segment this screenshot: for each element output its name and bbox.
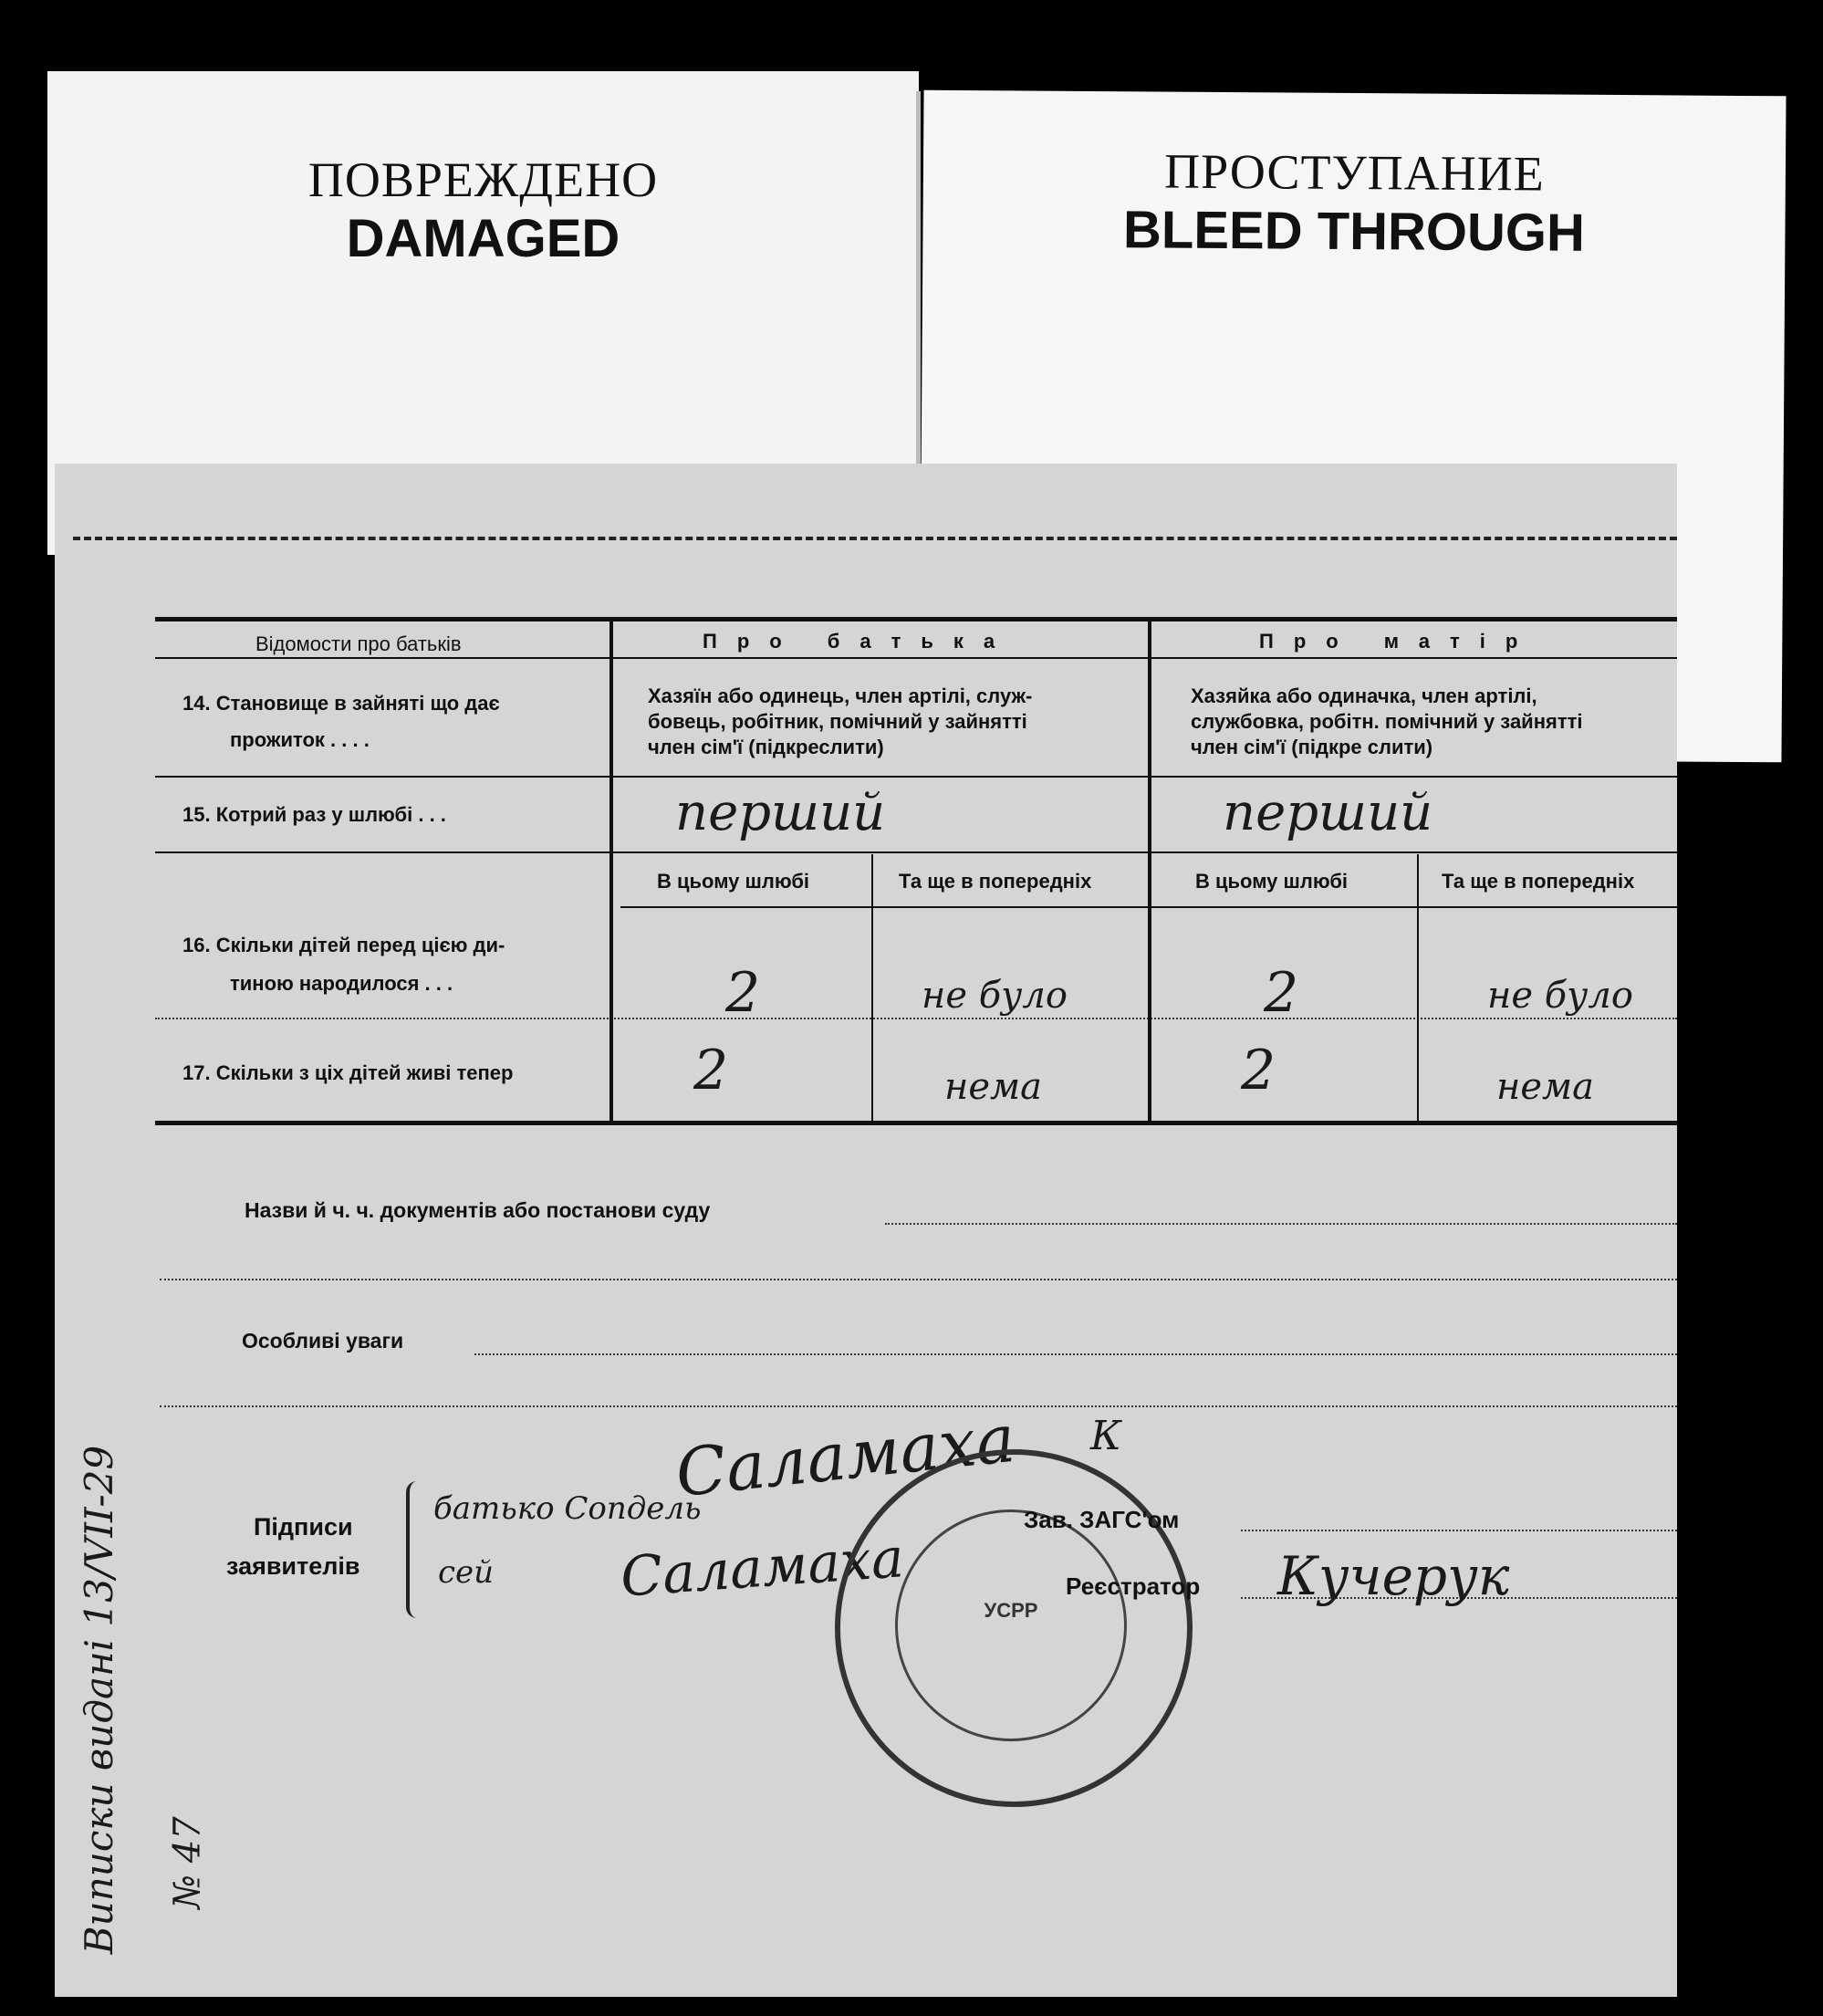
row16-father-prev-hand: не було [922, 975, 1068, 1017]
mother-subcol-divider [1417, 854, 1419, 1123]
row16-father-this-hand: 2 [725, 961, 761, 1025]
subheader-mother-prev: Та ще в попередніх [1442, 870, 1635, 893]
registrar-label: Реєстратор [1066, 1572, 1201, 1600]
registry-form-page [55, 464, 1677, 1997]
margin-note-handwriting: Виписки видані 13/VII-29 [77, 1445, 122, 1955]
col-divider-1 [609, 617, 613, 1124]
zags-head-label: Зав. ЗАГС'ом [1024, 1506, 1180, 1533]
card-fold-line [916, 91, 921, 475]
court-documents-line-2 [160, 1279, 1677, 1280]
row16-mother-this-hand: 2 [1264, 961, 1299, 1025]
row14-mother-line1: Хазяйка або одиначка, член артілі, [1191, 684, 1537, 707]
row16-mother-prev-hand: не було [1487, 975, 1633, 1017]
row14-divider [155, 776, 1677, 778]
father-subcol-divider [871, 854, 873, 1123]
row17-father-prev-hand: нема [944, 1066, 1043, 1108]
row14-father-line1: Хазяїн або одинець, член артілі, служ- [648, 684, 1033, 707]
table-bottom-border [155, 1121, 1677, 1125]
col-divider-2 [1148, 617, 1151, 1124]
row16-label-line2: тиною народилося . . . [230, 972, 453, 995]
special-notes-line [474, 1353, 1677, 1355]
row17-mother-this-hand: 2 [1241, 1039, 1276, 1102]
row15-father-handwriting: перший [675, 783, 886, 842]
surname-mark: К [1090, 1413, 1122, 1459]
table-top-border [155, 617, 1677, 622]
row14-mother-line2: службовка, робітн. помічний у зайнятті [1191, 710, 1583, 733]
subheader-mother-this: В цьому шлюбі [1195, 870, 1349, 893]
surname-handwriting: Саламаха [672, 1399, 1019, 1512]
row15-label: 15. Котрий раз у шлюбі . . . [182, 803, 446, 826]
signatures-brace [406, 1481, 430, 1618]
damaged-ru-label: ПОВРЕЖДЕНО [307, 152, 659, 207]
header-father: Про батька [703, 630, 1016, 653]
court-documents-label: Назви й ч. ч. документів або постанови суду [245, 1198, 711, 1222]
damaged-en-label: DAMAGED [346, 209, 620, 268]
subheader-father-this: В цьому шлюбі [657, 870, 810, 893]
row17-mother-prev-hand: нема [1496, 1066, 1595, 1108]
header-parents-info: Відомости про батьків [255, 632, 462, 655]
applicant-signature: Саламаха [618, 1526, 906, 1610]
signatures-label-line2: заявителів [226, 1552, 360, 1580]
margin-number-handwriting: № 47 [166, 1816, 209, 1909]
row14-father-line3: член сім'ї (підкреслити) [648, 736, 884, 758]
registrar-signature: Кучерук [1277, 1545, 1510, 1607]
seal-center-text: УСРР [984, 1599, 1038, 1622]
signer1-handwriting: батько Сопдель [433, 1490, 702, 1527]
row14-label-line2: прожиток . . . . [230, 728, 370, 751]
row14-label-line1: 14. Становище в зайняті що дає [182, 692, 500, 715]
row17-father-this-hand: 2 [693, 1039, 729, 1102]
bleed-through-en-label: BLEED THROUGH [1122, 200, 1586, 263]
row14-father-line2: бовець, робітник, помічний у зайнятті [648, 710, 1027, 733]
signatures-label-line1: Підписи [254, 1513, 353, 1541]
row16-label-line1: 16. Скільки дітей перед цією ди- [182, 934, 505, 956]
special-notes-label: Особливі уваги [242, 1329, 404, 1353]
special-notes-line-2 [160, 1405, 1677, 1407]
row14-mother-line3: член сім'ї (підкре слити) [1191, 736, 1433, 758]
header-mother: Про матір [1259, 630, 1538, 653]
row16-divider [155, 1018, 1677, 1019]
court-documents-line [885, 1223, 1677, 1225]
signer2-handwriting: сей [438, 1554, 495, 1591]
row17-label: 17. Скільки з ціх дітей живі тепер [182, 1061, 514, 1084]
perforation-line [73, 537, 1677, 540]
row15-divider [155, 851, 1677, 853]
subheader-father-prev: Та ще в попередніх [899, 870, 1092, 893]
row15-mother-handwriting: перший [1223, 783, 1433, 842]
official-seal [835, 1449, 1193, 1807]
zags-head-line [1241, 1530, 1677, 1531]
bleed-through-ru-label: ПРОСТУПАНИЕ [1163, 143, 1545, 202]
header-divider [155, 657, 1677, 659]
official-seal-inner-ring [895, 1509, 1127, 1741]
